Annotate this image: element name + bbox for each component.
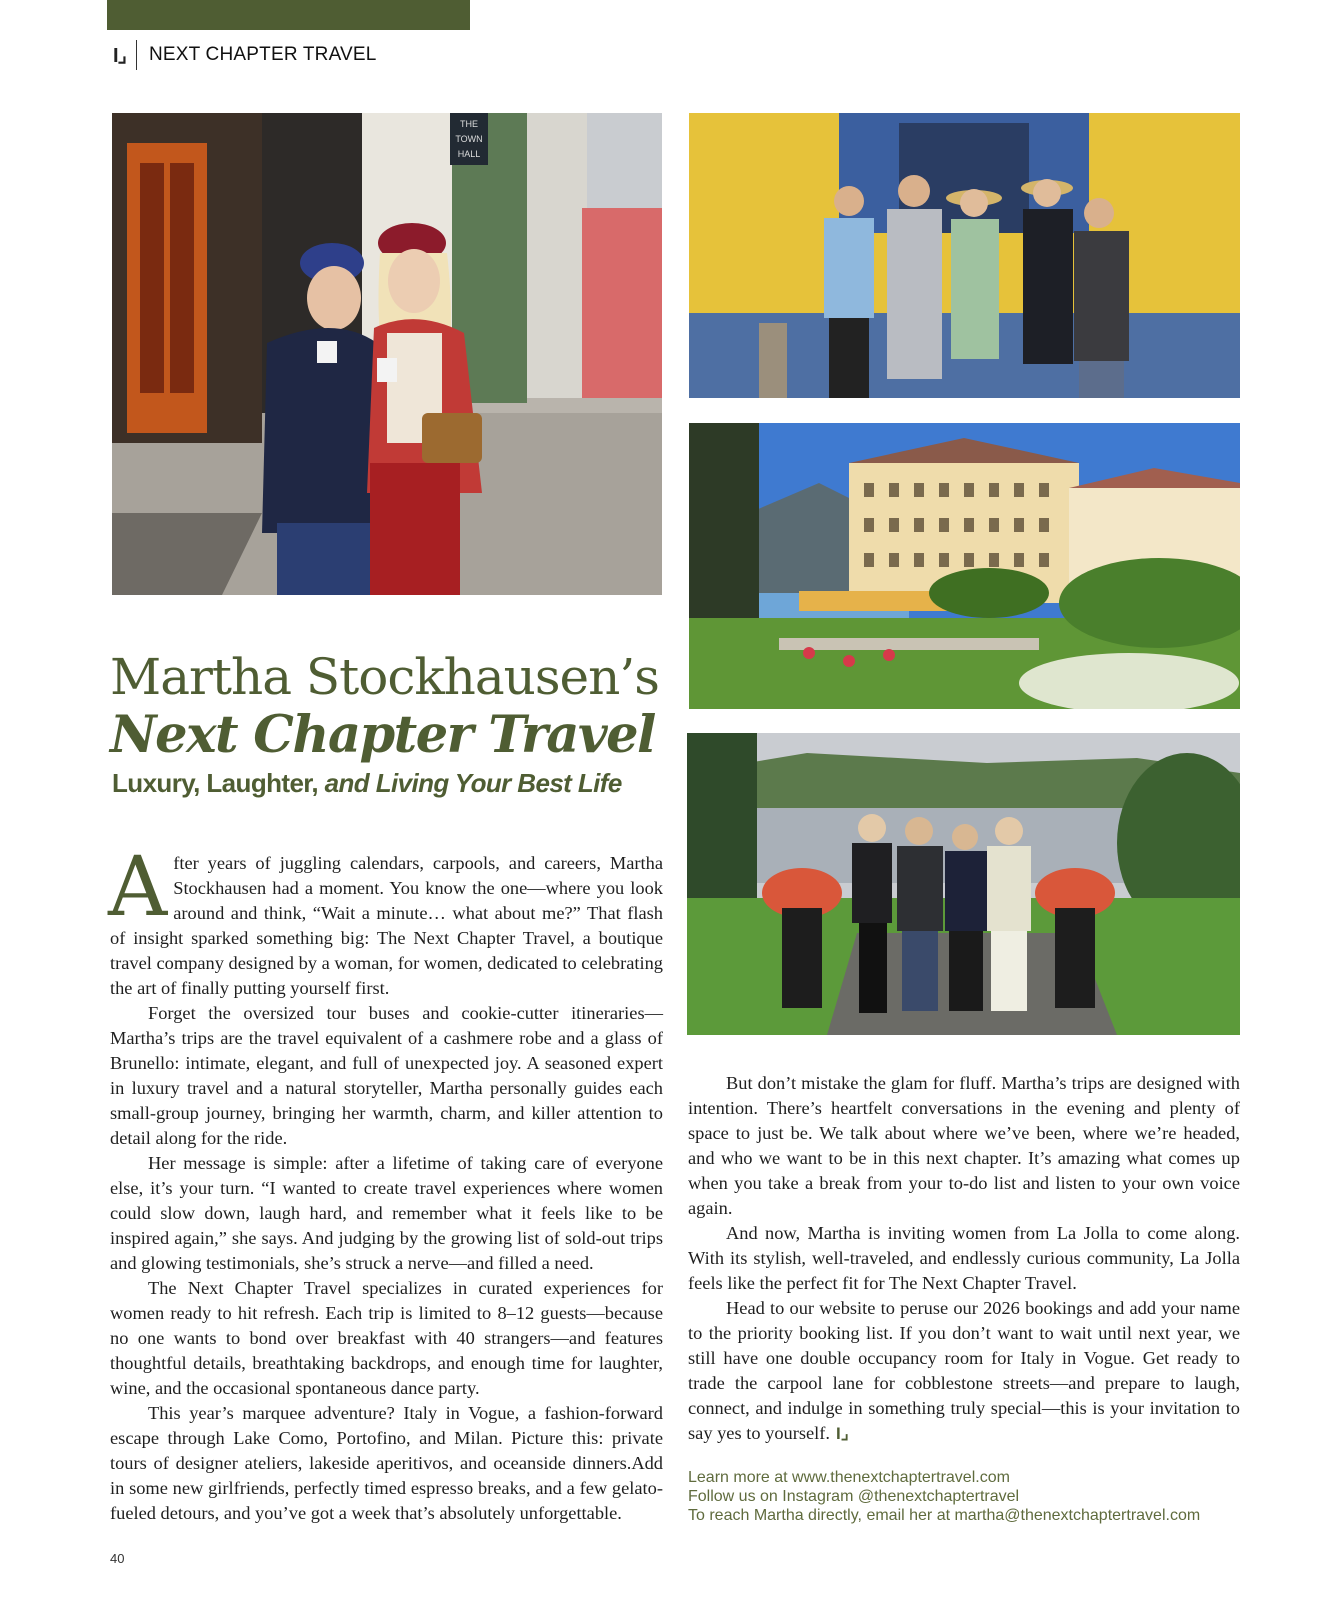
two-women-street-photo xyxy=(112,113,662,595)
four-women-garden-photo xyxy=(687,733,1240,1035)
paragraph xyxy=(688,1296,1240,1446)
paragraph: The Next Chapter Travel specializes in curated experiences for women ready to hit refresh. Each trip is limited to 8–12 guests—because no one wants to bond over breakfast with 40 strangers—and features thoughtful details, breathtaking backdrops, and enough time for laughter, wine, and the occasional spontaneous dance party. xyxy=(110,1278,663,1398)
article-column-right xyxy=(688,1071,1240,1446)
town-hall-sign-line1: THE xyxy=(460,119,478,129)
paragraph xyxy=(108,840,663,1001)
subtitle-italic: and Living Your Best Life xyxy=(324,768,622,798)
town-hall-sign-line3: HALL xyxy=(457,149,481,159)
paragraph-text: Head to our website to peruse our 2026 bookings and add your name to the priority booking list. If you don’t want to wait until next year, we still have one double occupancy room for Italy in Vogue. Get ready to trade the carpool lane for cobblestone streets—and prepare to laugh, connect, and indulge in something truly special—this is your invitation to say yes to yourself. xyxy=(688,1298,1240,1443)
paragraph: But don’t mistake the glam for fluff. Martha’s trips are designed with intention. There’s heartfelt conversations in the evening and plenty of space to just be. We talk about where we’ve been, where we’re headed, and who we want to be in this next chapter. It’s amazing what comes up when you take a break from your to-do list and listen to your own voice again. xyxy=(688,1073,1240,1218)
group-yellow-wall-photo xyxy=(689,113,1240,398)
title-line-1: Martha Stockhausen’s xyxy=(110,648,659,706)
top-accent-bar xyxy=(107,0,470,30)
article-title xyxy=(110,648,670,764)
article-column-left xyxy=(108,840,663,1526)
paragraph: Forget the oversized tour buses and cookie-cutter itineraries—Martha’s trips are the travel equivalent of a cashmere robe and a glass of Brunello: intimate, elegant, and full of unexpected joy. A seasoned expert in luxury travel and a natural storyteller, Martha personally guides each small-group journey, bringing her warmth, charm, and killer attention to detail along for the ride. xyxy=(110,1003,663,1148)
contact-info xyxy=(688,1468,1248,1525)
paragraph: And now, Martha is inviting women from La Jolla to come along. With its stylish, well-traveled, and endlessly curious community, La Jolla feels like the perfect fit for The Next Chapter Travel. xyxy=(688,1223,1240,1293)
section-label: NEXT CHAPTER TRAVEL xyxy=(148,44,377,65)
website-link[interactable]: Learn more at www.thenextchaptertravel.com xyxy=(688,1469,1010,1486)
lakeside-hotel-photo xyxy=(689,423,1240,709)
magazine-logo-mark: I⌟ xyxy=(113,44,126,67)
town-hall-sign-line2: TOWN xyxy=(455,134,483,144)
paragraph-text: fter years of juggling calendars, carpools, and careers, Martha Stockhausen had a moment. You know the one—where you look around and think, “Wait a minute… what about me?” That flash of insight sparked something big: The Next Chapter Travel, a boutique travel company designed by a woman, for women, dedicated to celebrating the art of finally putting yourself first. xyxy=(110,853,663,998)
paragraph: Her message is simple: after a lifetime of taking care of everyone else, it’s your turn. “I wanted to create travel experiences where women could slow down, laugh hard, and remember what it feels like to be inspired again,” she says. And judging by the growing list of sold-out trips and glowing testimonials, she’s struck a nerve—and filled a need. xyxy=(110,1153,663,1273)
email-link[interactable]: To reach Martha directly, email her at martha@thenextchaptertravel.com xyxy=(688,1507,1201,1524)
article-subtitle xyxy=(112,768,672,799)
drop-cap: A xyxy=(108,840,168,935)
end-mark-icon: I⌟ xyxy=(836,1424,849,1443)
instagram-link[interactable]: Follow us on Instagram @thenextchaptertravel xyxy=(688,1488,1020,1505)
page-number: 40 xyxy=(110,1551,125,1566)
subtitle-plain: Luxury, Laughter, xyxy=(112,768,325,798)
running-header xyxy=(113,40,377,70)
header-divider xyxy=(136,40,137,70)
title-line-2: Next Chapter Travel xyxy=(110,705,655,765)
paragraph: This year’s marquee adventure? Italy in Vogue, a fashion-forward escape through Lake Como, Portofino, and Milan. Picture this: private tours of designer ateliers, lakeside aperitivos, and oceanside dinners.Add in some new girlfriends, perfectly timed espresso breaks, and a few gelato-fueled detours, and you’ve got a week that’s absolutely unforgettable. xyxy=(110,1403,663,1523)
